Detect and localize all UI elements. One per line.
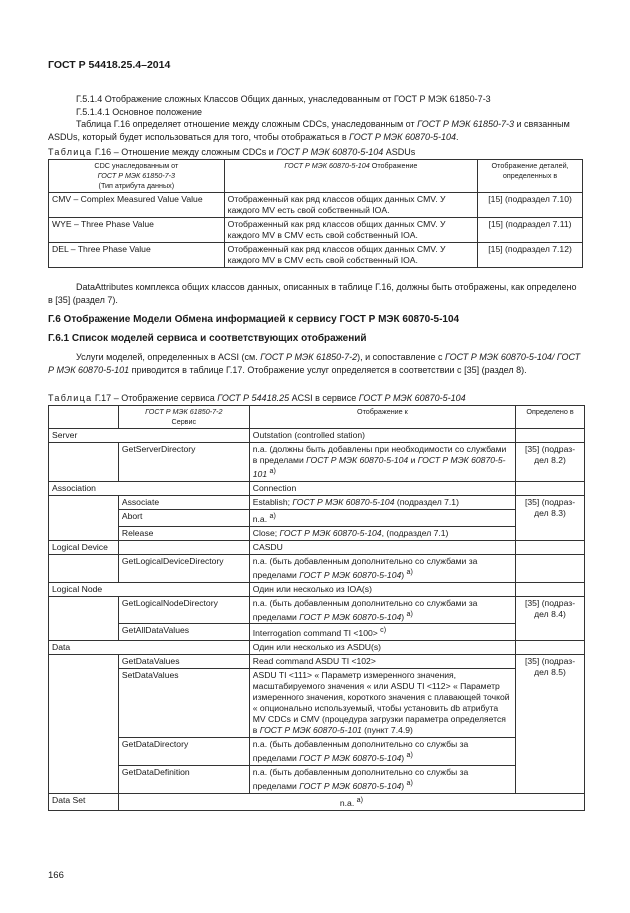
table-row xyxy=(49,193,583,218)
table-cell: Release xyxy=(118,526,249,540)
paragraph-table16-intro: Таблица Г.16 определяет отношение между сложным CDCs, унаследованным от ГОСТ Р МЭК 61850-7-3 и связанным ASDUs, который будет использоваться для того, чтобы отображаться в ГОСТ Р МЭК 60870-5-104. xyxy=(48,119,570,142)
table-cell xyxy=(49,554,119,582)
table-cell: Establish; ГОСТ Р МЭК 60870-5-104 (подраздел 7.1) xyxy=(249,495,515,509)
table-row xyxy=(49,495,585,509)
table-cell: GetAllDataValues xyxy=(118,624,249,641)
table-cell: n.a. (быть добавленным дополнительно со службы за пределами ГОСТ Р МЭК 60870-5-104) $^{а)}$ xyxy=(249,766,515,794)
section-heading-g61: Г.6.1 Список моделей сервиса и соответствующих отображений xyxy=(48,333,367,344)
table-row xyxy=(49,738,585,766)
table-cell xyxy=(49,655,119,794)
table-cell: n.a. (быть добавленным дополнительно со службами за пределами ГОСТ Р МЭК 60870-5-104) $^{а)}$ xyxy=(249,596,515,624)
table16 xyxy=(48,159,583,268)
table-cell: n.a. $^{а)}$ xyxy=(118,794,584,811)
table-cell: Outstation (controlled station) xyxy=(249,429,515,443)
table-cell xyxy=(516,554,585,582)
table-cell: [35] (подраз-дел 8.2) xyxy=(516,443,585,482)
table-cell: Association xyxy=(49,481,250,495)
table-row xyxy=(49,669,585,738)
table-cell: Logical Device xyxy=(49,540,119,554)
table-row xyxy=(49,554,585,582)
table-cell: ASDU TI <111> « Параметр измеренного значения, масштабируемого значения « или ASDU TI <112> « Параметр измеренного значения, короткого значения с плавающей точкой « опционально используемый, чтобы установить db атрибута MV CDCs и CMV (процедура загрузки параметра определяется в ГОСТ Р МЭК 60870-5-101 (пункт 7.4.9) xyxy=(249,669,515,738)
table-cell xyxy=(516,481,585,495)
table-row xyxy=(49,243,583,268)
table-cell: [15] (подраздел 7.12) xyxy=(478,243,583,268)
table-cell: Отображенный как ряд классов общих данных CMV. У каждого MV в CMV есть свой собственный IOA. xyxy=(224,243,477,268)
table-row xyxy=(49,429,585,443)
table-cell: GetDataDirectory xyxy=(118,738,249,766)
table-cell: n.a. (быть добавленным дополнительно со службы за пределами ГОСТ Р МЭК 60870-5-104) $^{а)}$ xyxy=(249,738,515,766)
table-cell: GetLogicalDeviceDirectory xyxy=(118,554,249,582)
table-cell: Один или несколько из IOA(s) xyxy=(249,582,515,596)
table-cell: GetDataDefinition xyxy=(118,766,249,794)
page-number: 166 xyxy=(48,870,64,881)
table-cell: CASDU xyxy=(249,540,515,554)
table-cell: SetDataValues xyxy=(118,669,249,738)
table16-caption: Таблица Г.16 – Отношение между сложным CDCs и ГОСТ Р МЭК 60870-5-104 ASDUs xyxy=(48,147,416,157)
table-row xyxy=(49,443,585,482)
table-cell: Отображенный как ряд классов общих данных CMV. У каждого MV есть свой собственный IOA. xyxy=(224,193,477,218)
table-cell: Data xyxy=(49,641,250,655)
table-cell: [35] (подраз-дел 8.5) xyxy=(516,655,585,794)
table-cell: Отображенный как ряд классов общих данных CMV. У каждого MV в CMV есть свой собственный IOA. xyxy=(224,218,477,243)
table-cell xyxy=(516,582,585,596)
table-cell xyxy=(516,641,585,655)
section-heading-g6: Г.6 Отображение Модели Обмена информацией к сервису ГОСТ Р МЭК 60870-5-104 xyxy=(48,314,460,325)
table-cell: Associate xyxy=(118,495,249,509)
table-cell: Read command ASDU TI <102> xyxy=(249,655,515,669)
table-cell: WYE – Three Phase Value xyxy=(49,218,225,243)
table-row xyxy=(49,655,585,669)
table-cell: [15] (подраздел 7.11) xyxy=(478,218,583,243)
table-row xyxy=(49,766,585,794)
table16-header-details: Отображение деталей, определенных в xyxy=(478,160,583,193)
table-row xyxy=(49,509,585,526)
table16-header-mapping: ГОСТ Р МЭК 60870-5-104 Отображение xyxy=(224,160,477,193)
table-cell xyxy=(49,443,119,482)
table-cell: Data Set xyxy=(49,794,119,811)
table-cell: [35] (подраз-дел 8.4) xyxy=(516,596,585,641)
table-row xyxy=(49,596,585,624)
table-cell xyxy=(516,540,585,554)
table17-header-service: ГОСТ Р МЭК 61850-7-2 Сервис xyxy=(118,406,249,429)
table-cell xyxy=(49,495,119,540)
table-row xyxy=(49,526,585,540)
table-cell: Один или несколько из ASDU(s) xyxy=(249,641,515,655)
table-row xyxy=(49,481,585,495)
table-row xyxy=(49,218,583,243)
table-cell: Interrogation command TI <100> $^{с)}$ xyxy=(249,624,515,641)
document-header: ГОСТ Р 54418.25.4–2014 xyxy=(48,59,171,71)
table-row xyxy=(49,582,585,596)
table-cell: Connection xyxy=(249,481,515,495)
table-cell: n.a. $^{а)}$ xyxy=(249,509,515,526)
table16-header-cdc: CDC унаследованным от ГОСТ Р МЭК 61850-7-3 (Тип атрибута данных) xyxy=(49,160,225,193)
table-cell xyxy=(516,429,585,443)
table-cell: Close; ГОСТ Р МЭК 60870-5-104, (подраздел 7.1) xyxy=(249,526,515,540)
table17-header-defined: Определено в xyxy=(516,406,585,429)
table-cell: GetDataValues xyxy=(118,655,249,669)
paragraph-services-intro: Услуги моделей, определенных в ACSI (см. ГОСТ Р МЭК 61850-7-2), и сопоставление с ГОСТ Р МЭК 60870-5-104/ ГОСТ Р МЭК 60870-5-101 приводится в таблице Г.17. Отображение услуг определяется в соответствии с [35] (раздел 8). xyxy=(48,352,581,375)
table17-header-empty xyxy=(49,406,119,429)
table-cell xyxy=(118,540,249,554)
table-cell: GetServerDirectory xyxy=(118,443,249,482)
table-row xyxy=(49,641,585,655)
section-heading-g514: Г.5.1.4 Отображение сложных Классов Общих данных, унаследованным от ГОСТ Р МЭК 61850-7-3 xyxy=(76,94,491,104)
table-cell: Logical Node xyxy=(49,582,250,596)
table-cell: n.a. (должны быть добавлены при необходимости со службами в пределами ГОСТ Р МЭК 60870-5-104 и ГОСТ Р МЭК 60870-5-101 $^{а)}$ xyxy=(249,443,515,482)
table-cell: CMV – Complex Measured Value Value xyxy=(49,193,225,218)
table-cell: [15] (подраздел 7.10) xyxy=(478,193,583,218)
table-row xyxy=(49,540,585,554)
table17 xyxy=(48,405,585,811)
paragraph-data-attributes: DataAttributes комплекса общих классов данных, описанных в таблице Г.16, должны быть отображены, как определено в [35] (раздел 7). xyxy=(48,282,577,305)
table17-caption: Таблица Г.17 – Отображение сервиса ГОСТ Р 54418.25 ACSI в сервисе ГОСТ Р МЭК 60870-5-104 xyxy=(48,393,466,403)
table-cell: Server xyxy=(49,429,250,443)
table-row xyxy=(49,794,585,811)
table-cell: GetLogicalNodeDirectory xyxy=(118,596,249,624)
table-cell: n.a. (быть добавленным дополнительно со службами за пределами ГОСТ Р МЭК 60870-5-104) $^{а)}$ xyxy=(249,554,515,582)
section-heading-g5141: Г.5.1.4.1 Основное положение xyxy=(76,107,203,117)
table-cell: DEL – Three Phase Value xyxy=(49,243,225,268)
table-cell: [35] (подраз-дел 8.3) xyxy=(516,495,585,540)
table-cell: Abort xyxy=(118,509,249,526)
table-cell xyxy=(49,596,119,641)
table17-header-mapping: Отображение к xyxy=(249,406,515,429)
table-row xyxy=(49,624,585,641)
